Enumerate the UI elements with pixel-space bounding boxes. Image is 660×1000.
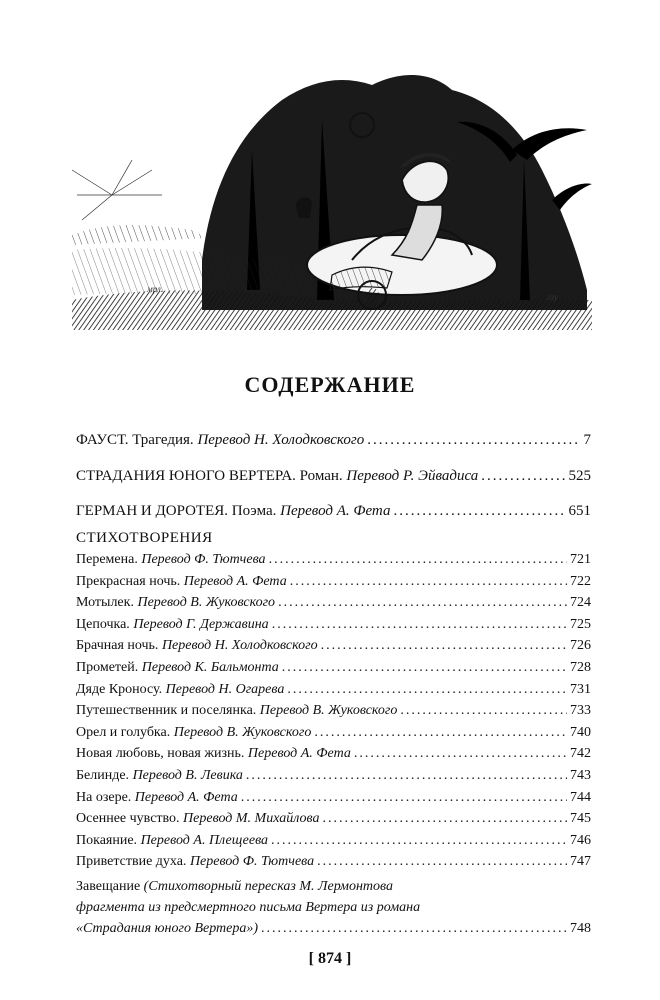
entry-title: Покаяние. — [76, 832, 141, 848]
toc-entry-poem[interactable] — [76, 811, 591, 827]
entry-page-number: 740 — [570, 724, 591, 740]
entry-translator: Перевод А. Фета — [280, 503, 391, 519]
toc-entry-testament[interactable] — [76, 876, 591, 939]
leader-dots — [246, 768, 567, 784]
toc-entry-poem[interactable] — [76, 660, 591, 676]
entry-title: Путешественник и поселянка. — [76, 703, 260, 719]
entry-page-number: 748 — [570, 921, 591, 936]
entry-page-number: 742 — [570, 746, 591, 762]
entry-title: На озере. — [76, 789, 135, 805]
entry-page-number: 726 — [570, 638, 591, 654]
leader-dots — [400, 703, 567, 719]
leader-dots — [282, 660, 567, 676]
entry-page-number: 745 — [570, 811, 591, 827]
entry-title: СТРАДАНИЯ ЮНОГО ВЕРТЕРА. Роман. — [76, 468, 347, 484]
entry-title: Прометей. — [76, 660, 142, 675]
entry-page-number: 743 — [570, 768, 591, 783]
entry-title: Дяде Кроносу. — [76, 681, 166, 697]
leader-dots — [241, 790, 567, 806]
entry-page-number: 744 — [570, 789, 591, 805]
entry-title: ГЕРМАН И ДОРОТЕЯ. Поэма. — [76, 503, 281, 519]
toc-entry-faust[interactable] — [76, 432, 591, 449]
entry-title: Завещание — [76, 879, 144, 894]
leader-dots — [481, 468, 565, 485]
svg-text:гзу: гзу — [547, 292, 558, 302]
entry-title: Новая любовь, новая жизнь. — [76, 746, 248, 762]
entry-page-number: 725 — [570, 616, 591, 632]
entry-page-number: 724 — [570, 595, 591, 611]
entry-translator: Перевод Н. Холодковского — [161, 638, 318, 654]
entry-page-number: 525 — [568, 468, 591, 484]
entry-translator: Перевод В. Жуковского — [173, 724, 312, 740]
leader-dots — [290, 574, 567, 590]
entry-translator: Перевод А. Фета — [247, 746, 351, 762]
entry-translator: Перевод Р. Эйвадиса — [346, 468, 479, 484]
toc-entry-werther[interactable] — [76, 468, 591, 485]
entry-translator: Перевод В. Жуковского — [259, 703, 398, 719]
entry-note-line: (Стихотворный пересказ М. Лермонтова — [143, 879, 394, 894]
entry-page-number: 747 — [570, 854, 591, 870]
entry-title: Орел и голубка. — [76, 724, 174, 740]
leader-dots — [278, 595, 567, 611]
svg-text:мрл.: мрл. — [147, 284, 164, 294]
contents-heading: СОДЕРЖАНИЕ — [244, 372, 416, 397]
toc-entry-poem[interactable] — [76, 725, 591, 741]
entry-note-line: фрагмента из предсмертного письма Вертера из романа — [76, 900, 421, 915]
leader-dots — [287, 682, 567, 698]
engraving-illustration — [72, 60, 592, 330]
entry-note-line: «Страдания юного Вертера») — [76, 921, 259, 936]
toc-entry-hermann[interactable] — [76, 503, 591, 520]
leader-dots — [367, 432, 580, 449]
leader-dots — [271, 833, 567, 849]
entry-translator: Перевод Г. Державина — [133, 616, 269, 632]
entry-translator: Перевод А. Фета — [183, 573, 287, 589]
entry-translator: Перевод Н. Огарева — [165, 681, 285, 697]
leader-dots — [393, 503, 565, 520]
leader-dots — [317, 854, 567, 870]
toc-entry-poem[interactable] — [76, 638, 591, 654]
entry-page-number: 722 — [570, 573, 591, 589]
leader-dots — [272, 617, 567, 633]
entry-translator: Перевод Ф. Тютчева — [141, 552, 266, 567]
entry-title: Цепочка. — [76, 616, 134, 632]
entry-translator: Перевод Ф. Тютчева — [189, 854, 315, 870]
entry-page-number: 728 — [570, 660, 591, 675]
entry-title: Перемена. — [76, 552, 142, 567]
toc-entry-poem[interactable] — [76, 768, 591, 784]
entry-page-number: 651 — [568, 503, 591, 519]
entry-translator: Перевод Н. Холодковского — [197, 432, 365, 448]
toc-entry-poem[interactable] — [76, 682, 591, 698]
entry-translator: Перевод В. Левика — [132, 768, 243, 783]
leader-dots — [321, 638, 567, 654]
toc-entry-poem[interactable] — [76, 854, 591, 870]
entry-title: Осеннее чувство. — [76, 811, 184, 827]
entry-translator: Перевод В. Жуковского — [137, 595, 276, 611]
leader-dots — [269, 552, 567, 568]
toc-entry-poem[interactable] — [76, 833, 591, 849]
toc-entry-poem[interactable] — [76, 703, 591, 719]
page-number: [ 874 ] — [308, 950, 352, 967]
entry-title: Брачная ночь. — [76, 638, 162, 654]
toc-entry-poem[interactable] — [76, 595, 591, 611]
entry-page-number: 746 — [570, 832, 591, 848]
leader-dots — [323, 811, 568, 827]
poems-section-heading: СТИХОТВОРЕНИЯ — [76, 530, 213, 546]
entry-translator: Перевод М. Михайлова — [183, 811, 320, 827]
leader-dots — [261, 918, 567, 939]
entry-title: Приветствие духа. — [76, 854, 190, 870]
entry-page-number: 733 — [570, 703, 591, 719]
leader-dots — [314, 725, 567, 741]
entry-page-number: 7 — [583, 432, 591, 448]
entry-translator: Перевод К. Бальмонта — [141, 660, 279, 675]
leader-dots — [354, 746, 567, 762]
entry-page-number: 731 — [570, 681, 591, 697]
entry-title: Прекрасная ночь. — [76, 573, 184, 589]
toc-entry-poem[interactable] — [76, 746, 591, 762]
toc-entry-poem[interactable] — [76, 790, 591, 806]
entry-translator: Перевод А. Плещеева — [140, 832, 269, 848]
toc-entry-poem[interactable] — [76, 617, 591, 633]
toc-entry-poem[interactable] — [76, 552, 591, 568]
entry-page-number: 721 — [570, 552, 591, 567]
entry-translator: Перевод А. Фета — [134, 789, 238, 805]
toc-entry-poem[interactable] — [76, 574, 591, 590]
entry-title: ФАУСТ. Трагедия. — [76, 432, 198, 448]
entry-title: Мотылек. — [76, 595, 138, 611]
entry-title: Белинде. — [76, 768, 133, 783]
